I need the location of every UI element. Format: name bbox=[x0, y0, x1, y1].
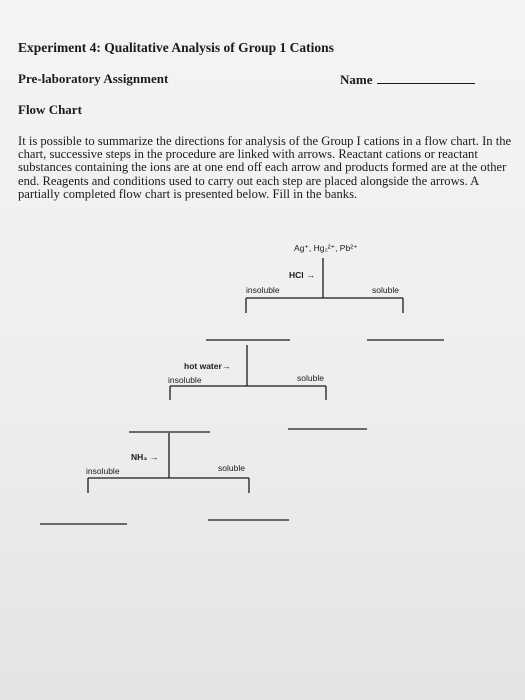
result-label-2-soluble: soluble bbox=[297, 373, 324, 383]
name-label: Name bbox=[340, 72, 373, 87]
arrow-right-icon: → bbox=[306, 270, 316, 280]
result-label-1-insoluble: insoluble bbox=[246, 285, 280, 295]
reagent-label-1: HCl → bbox=[289, 270, 316, 280]
result-label-3-soluble: soluble bbox=[218, 463, 245, 473]
result-label-2-insoluble: insoluble bbox=[168, 375, 202, 385]
start-ions-label: Ag⁺, Hg₂²⁺, Pb²⁺ bbox=[294, 243, 358, 253]
result-label-3-insoluble: insoluble bbox=[86, 466, 120, 476]
page-title: Experiment 4: Qualitative Analysis of Group 1 Cations bbox=[18, 40, 334, 55]
reagent-label-3: NH₃ → bbox=[131, 452, 159, 462]
assignment-subtitle: Pre-laboratory Assignment bbox=[18, 71, 169, 86]
instructions-paragraph: It is possible to summarize the directions for analysis of the Group I cations in a flow chart. In the chart, successive steps in the procedure are linked with arrows. Reactant cations or reactant substances containing the ions are at one end off each arrow and products formed are at the other end. Reagents and conditions used to carry out each step are placed alongside the arrows. A partially completed flow chart is presented below. Fill in the banks. bbox=[18, 134, 512, 201]
arrow-right-icon: → bbox=[149, 452, 159, 462]
result-label-1-soluble: soluble bbox=[372, 285, 399, 295]
reagent-label-2: hot water→ bbox=[184, 361, 231, 371]
arrow-right-icon: → bbox=[221, 361, 231, 371]
section-heading: Flow Chart bbox=[18, 102, 82, 117]
